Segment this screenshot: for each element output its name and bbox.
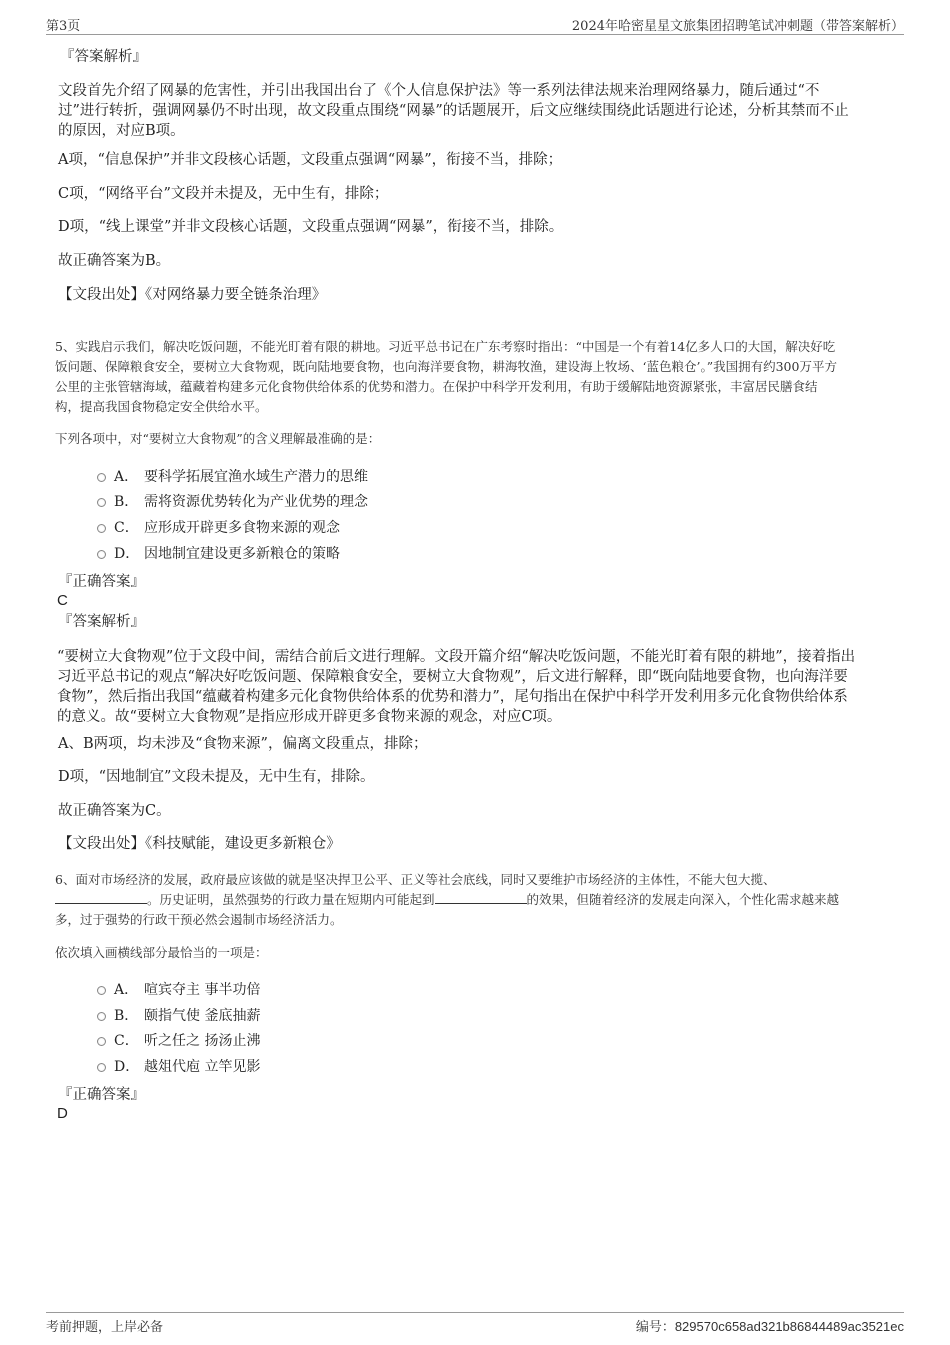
q5-stem [55, 337, 915, 417]
q4-analysis-line: 的原因，对应B项。 [58, 123, 185, 139]
document-code: 编号：829570c658ad321b86844489ac3521ec [635, 1319, 904, 1335]
option-text: 要科学拓展宜渔水域生产潜力的思维 [144, 469, 368, 485]
footer-slogan: 考前押题，上岸必备 [46, 1320, 164, 1335]
q5-option-a[interactable] [97, 467, 368, 487]
q6-stem [55, 870, 915, 930]
option-key: C． [114, 520, 139, 536]
q5-stem-line: 公里的主张管辖海域，蕴藏着构建多元化食物供给体系的优势和潜力。在保护中科学开发利用，有助于缓解陆地资源紧张，丰富居民膳食结 [55, 379, 818, 394]
q5-stem-line: 构，提高我国食物稳定安全供给水平。 [55, 399, 268, 414]
q6-answer: D [57, 1105, 68, 1122]
q4-source: 【文段出处】《对网络暴力要全链条治理》 [58, 287, 327, 303]
radio-button[interactable] [97, 1063, 106, 1072]
page-header [46, 14, 904, 35]
q6-stem-line: 多，过于强势的行政干预必然会遏制市场经济活力。 [55, 912, 343, 927]
q4-analysis-option-c: C项，“网络平台”文段并未提及，无中生有，排除； [58, 186, 389, 202]
document-title: 2024年哈密星星文旅集团招聘笔试冲刺题（带答案解析） [571, 19, 904, 34]
q5-stem-line: 饭问题、保障粮食安全，要树立大食物观，既向陆地要食物，也向海洋要食物，耕海牧渔，建设海上牧场、‘蓝色粮仓’。”我国拥有约300万平方 [55, 359, 837, 374]
page-footer [46, 1312, 904, 1335]
q6-option-a[interactable] [97, 980, 260, 1000]
radio-button[interactable] [97, 1012, 106, 1021]
q5-option-d[interactable] [97, 544, 340, 564]
page-number: 第3页 [46, 19, 81, 34]
radio-button[interactable] [97, 498, 106, 507]
q5-answer-label: 『正确答案』 [58, 574, 145, 590]
q5-analysis-option-ab: A、B两项，均未涉及“食物来源”，偏离文段重点，排除； [58, 736, 428, 752]
option-key: B． [114, 1008, 139, 1024]
option-text: 应形成开辟更多食物来源的观念 [144, 520, 340, 536]
q4-analysis-option-d: D项，“线上课堂”并非文段核心话题，文段重点强调“网暴”，衔接不当，排除。 [58, 219, 564, 235]
q6-stem-line: 6、面对市场经济的发展，政府最应该做的就是坚决捍卫公平、正义等社会底线，同时又要维护市场经济的主体性，不能大包大揽、 [55, 872, 776, 887]
q5-option-c[interactable] [97, 518, 340, 538]
option-key: D． [114, 1059, 140, 1075]
q5-analysis-paragraph [57, 647, 907, 727]
q4-analysis-label: 『答案解析』 [60, 49, 147, 65]
option-text: 因地制宜建设更多新粮仓的策略 [144, 546, 340, 562]
option-key: C． [114, 1033, 139, 1049]
radio-button[interactable] [97, 524, 106, 533]
option-text: 颐指气使 釜底抽薪 [144, 1008, 261, 1024]
q5-source: 【文段出处】《科技赋能，建设更多新粮仓》 [58, 836, 341, 852]
q6-option-b[interactable] [97, 1006, 260, 1026]
radio-button[interactable] [97, 986, 106, 995]
q5-question: 下列各项中，对“要树立大食物观”的含义理解最准确的是： [55, 431, 381, 446]
radio-button[interactable] [97, 473, 106, 482]
q5-analysis-line: 习近平总书记的观点“解决好吃饭问题、保障粮食安全，要树立大食物观”，后文进行解释，即“既向陆地要食物，也向海洋要 [57, 669, 848, 685]
q6-option-d[interactable] [97, 1057, 260, 1077]
fill-blank-1 [55, 891, 147, 904]
q5-conclusion: 故正确答案为C。 [58, 803, 171, 819]
radio-button[interactable] [97, 550, 106, 559]
radio-button[interactable] [97, 1037, 106, 1046]
option-key: B． [114, 494, 139, 510]
option-text: 越俎代庖 立竿见影 [144, 1059, 261, 1075]
q5-analysis-label: 『答案解析』 [58, 614, 145, 630]
option-key: A． [114, 982, 139, 998]
q4-analysis-line: 过”进行转折，强调网暴仍不时出现，故文段重点围绕“网暴”的话题展开，后文应继续围绕此话题进行论述，分析其禁而不止 [58, 103, 849, 119]
option-text: 喧宾夺主 事半功倍 [144, 982, 261, 998]
q5-analysis-line: 食物”，然后指出我国“蕴藏着构建多元化食物供给体系的优势和潜力”，尾句指出在保护中科学开发利用多元化食物供给体系 [57, 689, 848, 705]
option-key: D． [114, 546, 140, 562]
q4-analysis-option-a: A项，“信息保护”并非文段核心话题，文段重点强调“网暴”，衔接不当，排除； [58, 152, 563, 168]
q5-analysis-line: “要树立大食物观”位于文段中间，需结合前后文进行理解。文段开篇介绍“解决吃饭问题，不能光盯着有限的耕地”，接着指出 [57, 649, 856, 665]
q5-analysis-option-d: D项，“因地制宜”文段未提及，无中生有，排除。 [58, 769, 375, 785]
q5-stem-line: 5、实践启示我们，解决吃饭问题，不能光盯着有限的耕地。习近平总书记在广东考察时指出：“中国是一个有着14亿多人口的大国，解决好吃 [55, 339, 836, 354]
q6-stem-line: 。历史证明，虽然强势的行政力量在短期内可能起到 的效果，但随着经济的发展走向深入，个性化需求越来越 [55, 890, 915, 910]
option-text: 需将资源优势转化为产业优势的理念 [144, 494, 368, 510]
option-key: A． [114, 469, 139, 485]
q4-analysis-paragraph [58, 81, 908, 141]
q4-analysis-line: 文段首先介绍了网暴的危害性，并引出我国出台了《个人信息保护法》等一系列法律法规来治理网络暴力，随后通过“不 [58, 83, 820, 99]
fill-blank-2 [435, 891, 527, 904]
q6-answer-label: 『正确答案』 [58, 1087, 145, 1103]
q5-analysis-line: 的意义。故“要树立大食物观”是指应形成开辟更多食物来源的观念，对应C项。 [57, 709, 562, 725]
q5-answer: C [57, 592, 68, 609]
q5-option-b[interactable] [97, 492, 368, 512]
q4-conclusion: 故正确答案为B。 [58, 253, 171, 269]
option-text: 听之任之 扬汤止沸 [144, 1033, 261, 1049]
q6-question: 依次填入画横线部分最恰当的一项是： [55, 945, 268, 960]
q6-option-c[interactable] [97, 1031, 260, 1051]
